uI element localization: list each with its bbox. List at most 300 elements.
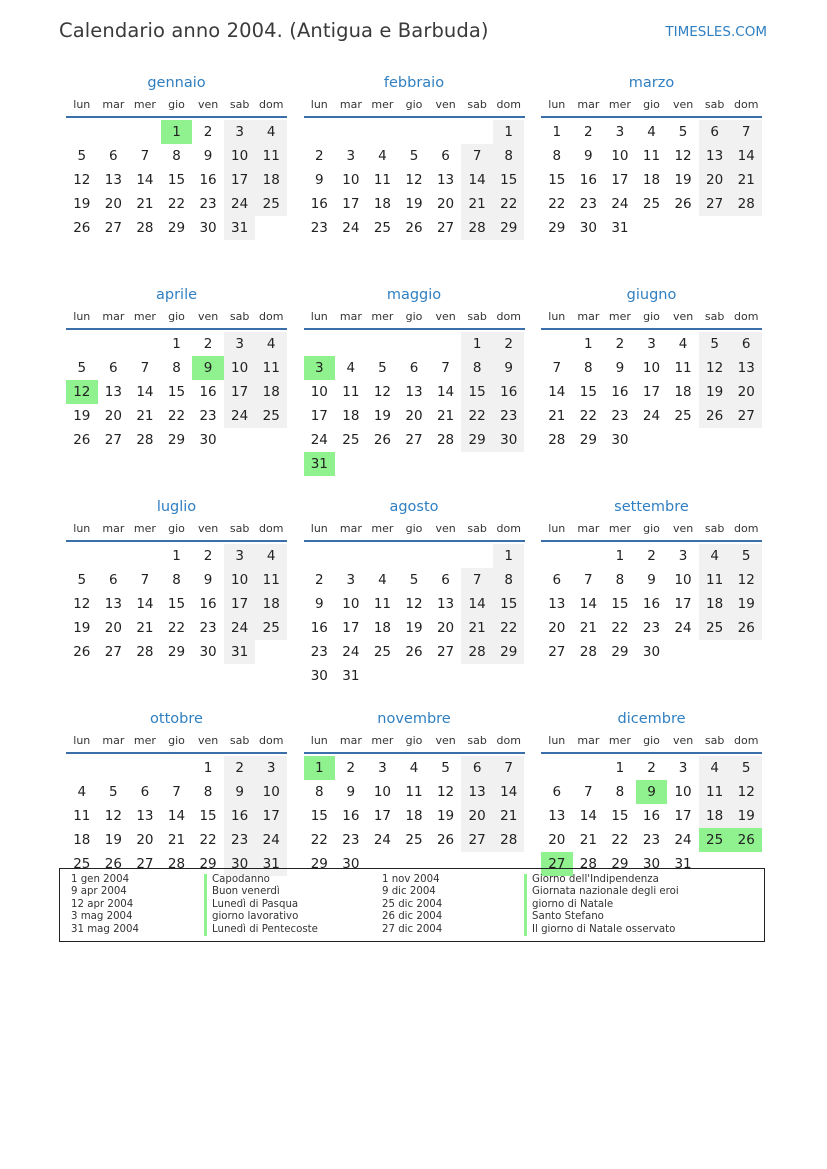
holiday-day-cell: 3 (304, 356, 336, 380)
weekday-label: sab (229, 734, 250, 747)
day-cell: 23 (611, 408, 629, 424)
legend-date: 27 dic 2004 (382, 923, 443, 935)
day-grid (541, 544, 762, 664)
empty-cell (129, 756, 161, 780)
month-row (66, 284, 762, 496)
day-cell: 12 (73, 172, 91, 188)
day-cell: 7 (584, 572, 593, 588)
day-cell: 6 (441, 572, 450, 588)
month-name: ottobre (150, 711, 203, 727)
day-cell: 10 (310, 384, 328, 400)
day-cell: 3 (255, 756, 287, 780)
empty-cell (430, 120, 462, 144)
legend-right-names (524, 874, 679, 936)
day-cell: 2 (647, 548, 656, 564)
day-cell: 28 (461, 640, 493, 664)
weekday-label: mar (577, 734, 600, 747)
day-cell: 24 (342, 220, 360, 236)
day-cell: 23 (579, 196, 597, 212)
day-cell: 29 (167, 644, 186, 660)
day-cell: 22 (493, 192, 525, 216)
day-cell: 1 (493, 120, 525, 144)
holiday-day-cell: 31 (304, 452, 336, 476)
day-cell: 4 (678, 336, 688, 352)
day-cell: 31 (224, 216, 256, 240)
day-cell: 16 (199, 172, 217, 188)
day-cell: 29 (167, 432, 186, 448)
day-cell: 29 (461, 428, 493, 452)
day-cell: 7 (493, 756, 525, 780)
legend-date: 26 dic 2004 (382, 911, 443, 923)
weekday-header (304, 94, 525, 118)
weekday-label: mar (102, 98, 125, 111)
empty-cell (573, 756, 605, 780)
day-cell: 3 (678, 760, 688, 776)
day-cell: 11 (405, 784, 423, 800)
month-name: settembre (614, 499, 689, 515)
weekday-label: sab (704, 734, 725, 747)
day-cell: 5 (409, 148, 419, 164)
day-cell: 15 (167, 384, 186, 400)
empty-cell (129, 120, 161, 144)
day-cell: 16 (342, 808, 360, 824)
day-cell: 12 (73, 596, 91, 612)
weekday-label: mar (339, 734, 362, 747)
day-cell: 4 (378, 148, 387, 164)
day-cell: 28 (136, 432, 154, 448)
month-name: dicembre (617, 711, 686, 727)
day-cell: 5 (441, 760, 450, 776)
day-cell: 12 (436, 784, 455, 800)
day-cell: 21 (579, 620, 597, 636)
day-cell: 31 (342, 668, 360, 684)
day-cell: 28 (136, 220, 154, 236)
day-cell: 7 (584, 784, 593, 800)
legend-date: 3 mag 2004 (71, 911, 133, 923)
day-cell: 16 (611, 384, 629, 400)
day-cell: 19 (699, 380, 731, 404)
weekday-label: lun (73, 98, 91, 111)
month-luglio (66, 496, 287, 708)
day-cell: 8 (172, 360, 181, 376)
day-cell: 29 (611, 856, 629, 872)
day-cell: 9 (203, 148, 213, 164)
day-cell: 4 (255, 120, 287, 144)
day-cell: 29 (199, 856, 217, 872)
day-cell: 2 (224, 756, 256, 780)
weekday-label: ven (435, 734, 456, 747)
day-cell: 2 (203, 336, 213, 352)
day-cell: 28 (730, 192, 762, 216)
day-cell: 15 (493, 592, 525, 616)
weekday-label: sab (704, 98, 725, 111)
day-cell: 28 (136, 644, 154, 660)
day-cell: 1 (493, 544, 525, 568)
day-cell: 18 (699, 592, 731, 616)
day-cell: 14 (461, 168, 493, 192)
month-name: maggio (386, 287, 442, 303)
weekday-label: ven (672, 522, 694, 535)
holiday-day-cell: 12 (66, 380, 98, 404)
weekday-label: dom (496, 522, 521, 535)
month-maggio (304, 284, 525, 496)
day-cell: 25 (642, 196, 661, 212)
day-cell: 16 (493, 380, 525, 404)
day-cell: 18 (405, 808, 423, 824)
day-cell: 15 (579, 384, 597, 400)
day-cell: 24 (255, 828, 287, 852)
day-cell: 21 (136, 196, 154, 212)
day-cell: 26 (373, 432, 392, 448)
site-link[interactable]: TIMESLES.COM (665, 24, 767, 40)
day-grid (304, 544, 525, 688)
day-cell: 15 (611, 808, 629, 824)
empty-cell (541, 756, 573, 780)
day-cell: 23 (493, 404, 525, 428)
day-cell: 24 (342, 644, 360, 660)
day-cell: 8 (203, 784, 213, 800)
empty-cell (398, 544, 430, 568)
day-cell: 5 (699, 332, 731, 356)
day-cell: 25 (405, 832, 423, 848)
day-cell: 22 (548, 196, 566, 212)
weekday-label: mer (133, 310, 156, 323)
empty-cell (367, 332, 399, 356)
day-cell: 27 (136, 856, 154, 872)
empty-cell (66, 120, 98, 144)
month-name: agosto (389, 499, 439, 515)
day-cell: 25 (373, 644, 392, 660)
day-cell: 7 (140, 148, 150, 164)
day-cell: 6 (409, 360, 419, 376)
day-cell: 4 (409, 760, 419, 776)
day-cell: 31 (224, 640, 256, 664)
day-cell: 12 (104, 808, 122, 824)
month-agosto (304, 496, 525, 708)
day-cell: 17 (342, 620, 360, 636)
day-cell: 6 (552, 784, 562, 800)
day-cell: 26 (405, 644, 423, 660)
day-cell: 29 (167, 220, 186, 236)
month-settembre (541, 496, 762, 708)
day-grid (66, 544, 287, 664)
day-cell: 23 (199, 196, 217, 212)
legend-date: 25 dic 2004 (382, 898, 443, 910)
day-cell: 24 (674, 620, 692, 636)
weekday-label: mer (133, 522, 156, 535)
month-febbraio (304, 72, 525, 284)
weekday-label: sab (704, 310, 725, 323)
day-cell: 7 (552, 360, 562, 376)
day-cell: 25 (342, 432, 360, 448)
weekday-label: mer (608, 522, 631, 535)
day-cell: 27 (104, 644, 122, 660)
day-cell: 7 (140, 360, 150, 376)
day-cell: 23 (642, 832, 661, 848)
day-cell: 23 (224, 828, 256, 852)
day-cell: 19 (405, 196, 423, 212)
empty-cell (129, 544, 161, 568)
day-cell: 6 (552, 572, 562, 588)
day-cell: 20 (104, 408, 122, 424)
weekday-label: lun (73, 734, 91, 747)
weekday-label: ven (435, 522, 456, 535)
day-cell: 15 (611, 596, 629, 612)
day-cell: 31 (611, 220, 629, 236)
day-cell: 13 (136, 808, 154, 824)
weekday-label: sab (467, 522, 487, 535)
day-cell: 30 (579, 220, 597, 236)
day-cell: 23 (199, 620, 217, 636)
day-cell: 7 (461, 568, 493, 592)
day-cell: 28 (579, 856, 597, 872)
day-cell: 26 (73, 644, 91, 660)
weekday-label: dom (258, 310, 284, 323)
weekday-label: mer (133, 98, 156, 111)
day-cell: 23 (342, 832, 360, 848)
day-cell: 26 (730, 616, 762, 640)
day-cell: 20 (461, 804, 493, 828)
legend-date: 12 apr 2004 (71, 898, 134, 910)
day-cell: 10 (642, 360, 661, 376)
day-cell: 20 (104, 196, 122, 212)
legend-holiday-name: Il giorno di Natale osservato (524, 924, 679, 936)
day-cell: 10 (674, 784, 692, 800)
day-cell: 29 (548, 220, 566, 236)
weekday-label: sab (229, 522, 250, 535)
day-cell: 1 (172, 336, 181, 352)
day-cell: 2 (615, 336, 625, 352)
day-grid (304, 756, 525, 876)
legend-holiday-name: Giorno dell'Indipendenza (524, 874, 679, 886)
day-cell: 25 (373, 220, 392, 236)
empty-cell (98, 544, 130, 568)
day-cell: 14 (461, 592, 493, 616)
day-cell: 9 (647, 572, 656, 588)
holiday-day-cell: 1 (161, 120, 193, 144)
empty-cell (335, 332, 367, 356)
weekday-label: gio (168, 98, 185, 111)
day-cell: 13 (104, 384, 122, 400)
day-cell: 17 (342, 196, 360, 212)
day-cell: 2 (493, 332, 525, 356)
weekday-label: gio (168, 310, 185, 323)
day-cell: 3 (346, 572, 356, 588)
weekday-label: mar (102, 310, 125, 323)
day-cell: 20 (730, 380, 762, 404)
day-cell: 11 (255, 144, 287, 168)
day-cell: 14 (436, 384, 455, 400)
day-cell: 23 (310, 644, 328, 660)
day-cell: 10 (342, 596, 360, 612)
day-cell: 14 (167, 808, 186, 824)
page-title: Calendario anno 2004. (Antigua e Barbuda) (59, 19, 489, 42)
month-gennaio (66, 72, 287, 284)
day-cell: 24 (224, 616, 256, 640)
day-cell: 13 (104, 172, 122, 188)
weekday-label: lun (548, 734, 566, 747)
month-name: novembre (377, 711, 451, 727)
day-cell: 16 (199, 384, 217, 400)
day-cell: 17 (224, 380, 256, 404)
day-cell: 4 (378, 572, 387, 588)
day-cell: 16 (642, 596, 661, 612)
day-cell: 2 (314, 148, 324, 164)
day-cell: 7 (140, 572, 150, 588)
weekday-label: sab (704, 522, 725, 535)
day-cell: 6 (109, 360, 118, 376)
weekday-label: sab (467, 98, 487, 111)
legend-left-dates (71, 874, 139, 936)
day-cell: 5 (730, 756, 762, 780)
weekday-label: mar (339, 310, 362, 323)
day-cell: 8 (584, 360, 593, 376)
day-cell: 11 (699, 780, 731, 804)
day-cell: 10 (342, 172, 360, 188)
day-cell: 11 (373, 172, 392, 188)
weekday-header (304, 518, 525, 542)
day-cell: 18 (373, 620, 392, 636)
day-cell: 30 (199, 220, 217, 236)
weekday-label: ven (197, 310, 219, 323)
legend-holiday-name: Giornata nazionale degli eroi (524, 886, 679, 898)
day-cell: 17 (674, 596, 692, 612)
weekday-label: ven (672, 310, 694, 323)
day-cell: 8 (461, 356, 493, 380)
day-cell: 14 (136, 384, 154, 400)
weekday-label: gio (643, 310, 660, 323)
day-cell: 22 (167, 408, 186, 424)
day-cell: 16 (642, 808, 661, 824)
empty-cell (335, 544, 367, 568)
weekday-label: mer (608, 98, 631, 111)
day-cell: 25 (674, 408, 692, 424)
day-cell: 20 (136, 832, 154, 848)
weekday-label: ven (197, 734, 219, 747)
day-cell: 2 (203, 124, 213, 140)
day-cell: 13 (730, 356, 762, 380)
day-cell: 8 (172, 572, 181, 588)
weekday-label: lun (548, 98, 566, 111)
day-cell: 1 (552, 124, 562, 140)
day-cell: 8 (172, 148, 181, 164)
month-row (66, 72, 762, 284)
weekday-label: dom (496, 310, 521, 323)
month-name: luglio (156, 499, 197, 515)
day-cell: 11 (674, 360, 692, 376)
day-cell: 5 (77, 572, 87, 588)
empty-cell (430, 332, 462, 356)
weekday-label: ven (197, 522, 219, 535)
day-cell: 8 (493, 144, 525, 168)
day-grid (541, 120, 762, 240)
month-row (66, 496, 762, 708)
day-cell: 11 (699, 568, 731, 592)
day-cell: 30 (310, 668, 328, 684)
day-cell: 29 (493, 216, 525, 240)
day-cell: 20 (436, 196, 455, 212)
day-cell: 1 (615, 760, 625, 776)
day-cell: 15 (461, 380, 493, 404)
day-cell: 9 (314, 596, 324, 612)
day-cell: 12 (730, 780, 762, 804)
day-cell: 4 (255, 544, 287, 568)
day-cell: 22 (310, 832, 328, 848)
day-cell: 6 (441, 148, 450, 164)
legend-holiday-name: Lunedì di Pentecoste (204, 924, 318, 936)
weekday-label: dom (496, 734, 521, 747)
day-cell: 21 (730, 168, 762, 192)
weekday-label: mer (608, 734, 631, 747)
day-cell: 18 (255, 592, 287, 616)
legend-holiday-name: Buon venerdì (204, 886, 318, 898)
day-cell: 5 (77, 148, 87, 164)
day-cell: 14 (579, 808, 597, 824)
empty-cell (398, 120, 430, 144)
weekday-label: mer (371, 310, 394, 323)
legend-date: 9 dic 2004 (382, 886, 436, 898)
empty-cell (98, 756, 130, 780)
weekday-label: lun (310, 522, 328, 535)
day-cell: 11 (255, 568, 287, 592)
weekday-label: ven (672, 734, 694, 747)
weekday-label: mer (371, 98, 394, 111)
day-cell: 10 (224, 356, 256, 380)
day-cell: 16 (310, 620, 328, 636)
day-cell: 21 (136, 620, 154, 636)
day-cell: 11 (73, 808, 91, 824)
day-cell: 10 (674, 572, 692, 588)
weekday-label: sab (229, 310, 250, 323)
day-cell: 27 (548, 644, 566, 660)
day-cell: 18 (674, 384, 692, 400)
day-cell: 19 (405, 620, 423, 636)
empty-cell (430, 544, 462, 568)
month-dicembre (541, 708, 762, 876)
empty-cell (98, 120, 130, 144)
day-cell: 28 (493, 828, 525, 852)
day-cell: 30 (642, 856, 661, 872)
day-cell: 26 (73, 220, 91, 236)
day-cell: 21 (493, 804, 525, 828)
weekday-header (304, 306, 525, 330)
day-cell: 23 (642, 620, 661, 636)
day-cell: 13 (699, 144, 731, 168)
day-cell: 3 (224, 332, 256, 356)
weekday-header (66, 306, 287, 330)
weekday-label: lun (548, 310, 566, 323)
day-cell: 8 (552, 148, 562, 164)
day-cell: 10 (255, 780, 287, 804)
holiday-day-cell: 1 (304, 756, 336, 780)
weekday-label: mar (102, 734, 125, 747)
empty-cell (541, 544, 573, 568)
months-grid (66, 72, 762, 876)
day-cell: 4 (699, 756, 731, 780)
day-cell: 27 (436, 220, 455, 236)
month-name: gennaio (147, 75, 206, 91)
day-grid (66, 120, 287, 240)
day-cell: 5 (77, 360, 87, 376)
day-cell: 25 (255, 404, 287, 428)
weekday-label: ven (197, 98, 219, 111)
day-cell: 4 (346, 360, 356, 376)
empty-cell (461, 120, 493, 144)
day-cell: 14 (136, 596, 154, 612)
day-cell: 24 (674, 832, 692, 848)
day-cell: 10 (224, 144, 256, 168)
day-cell: 13 (548, 808, 566, 824)
